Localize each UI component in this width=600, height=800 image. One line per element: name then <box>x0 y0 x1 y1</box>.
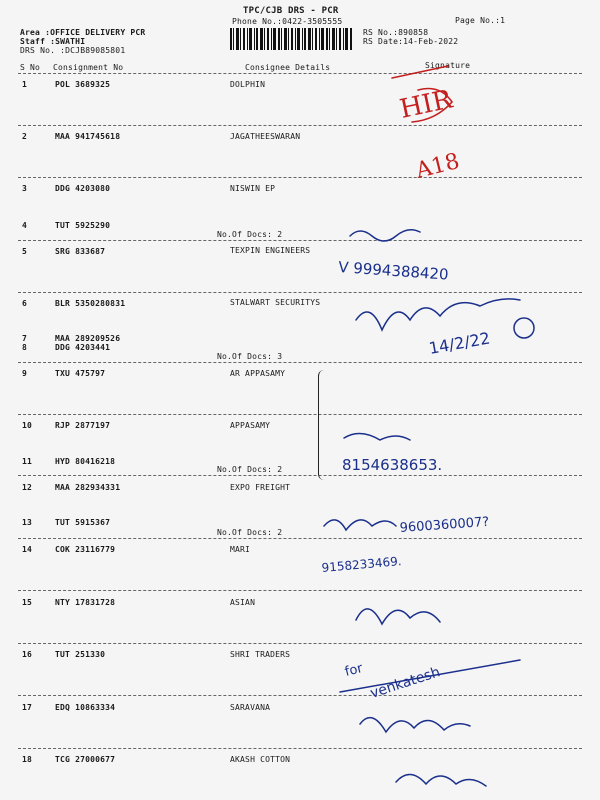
row-consignee: JAGATHEESWARAN <box>230 132 301 141</box>
row-consignment: DDG 4203080 <box>55 184 111 193</box>
signature-stroke <box>324 520 396 530</box>
col-signature: Signature <box>425 61 471 70</box>
area-label: Area :OFFICE DELIVERY PCR <box>20 28 146 37</box>
row-consignment: TUT 251330 <box>55 650 106 659</box>
divider <box>18 414 582 415</box>
row-consignee: DOLPHIN <box>230 80 266 89</box>
row-consignment: NTY 17831728 <box>55 598 116 607</box>
row-consignment: SRG 833687 <box>55 247 106 256</box>
row-consignee: APPASAMY <box>230 421 271 430</box>
row-consignment: TCG 27000677 <box>55 755 116 764</box>
staff-label: Staff :SWATHI <box>20 37 86 46</box>
row-consignment: BLR 5350280831 <box>55 299 126 308</box>
signature-stroke <box>356 299 520 330</box>
col-sno: S No <box>20 63 41 72</box>
row-sno: 18 <box>22 755 33 764</box>
row-consignment: TXU 475797 <box>55 369 106 378</box>
signature-stroke <box>360 718 470 732</box>
row-consignee: TEXPIN ENGINEERS <box>230 246 311 255</box>
row-consignment: MAA 289209526 <box>55 334 121 343</box>
row-sno: 14 <box>22 545 33 554</box>
divider <box>18 292 582 293</box>
barcode <box>230 28 352 50</box>
row-sno: 7 <box>22 334 28 343</box>
row-sno: 16 <box>22 650 33 659</box>
row-consignee: ASIAN <box>230 598 256 607</box>
phone-handwriting: 9600360007? <box>399 514 490 536</box>
row-consignee: SHRI TRADERS <box>230 650 291 659</box>
signature-stroke <box>356 609 440 624</box>
row-consignment: RJP 2877197 <box>55 421 111 430</box>
drs-number: DRS No. :DCJB89085801 <box>20 46 126 55</box>
row-sno: 3 <box>22 184 28 193</box>
row-sno: 17 <box>22 703 33 712</box>
row-sno: 1 <box>22 80 28 89</box>
row-consignee: SARAVANA <box>230 703 271 712</box>
rs-date: RS Date:14-Feb-2022 <box>363 37 459 46</box>
a18-mark: A18 <box>413 148 463 184</box>
row-consignment: TUT 5925290 <box>55 221 111 230</box>
row-sno: 9 <box>22 369 28 378</box>
row-consignment: HYD 80416218 <box>55 457 116 466</box>
row-consignee: EXPO FREIGHT <box>230 483 291 492</box>
row-doc-count: No.Of Docs: 3 <box>217 352 283 361</box>
row-consignment: POL 3689325 <box>55 80 111 89</box>
signature-stroke <box>340 660 520 692</box>
underline-stroke <box>412 89 452 123</box>
phone-handwriting: 9158233469. <box>321 554 403 575</box>
page-number: Page No.:1 <box>455 16 506 25</box>
row-doc-count: No.Of Docs: 2 <box>217 528 283 537</box>
row-doc-count: No.Of Docs: 2 <box>217 230 283 239</box>
row-consignee: AR APPASAMY <box>230 369 286 378</box>
row-sno: 8 <box>22 343 28 352</box>
row-consignment: COK 23116779 <box>55 545 116 554</box>
divider <box>18 177 582 178</box>
sheet-title: TPC/CJB DRS - PCR <box>243 6 339 16</box>
row-sno: 15 <box>22 598 33 607</box>
signature-stroke <box>514 318 534 338</box>
divider <box>18 748 582 749</box>
signature-stroke <box>344 433 410 440</box>
row-sno: 4 <box>22 221 28 230</box>
col-consignee: Consignee Details <box>245 63 331 72</box>
phone-handwriting: V 9994388420 <box>337 258 450 284</box>
row-consignment: MAA 282934331 <box>55 483 121 492</box>
row-consignee: MARI <box>230 545 251 554</box>
divider <box>18 475 582 476</box>
row-consignee: AKASH COTTON <box>230 755 291 764</box>
name-handwriting: venkatesh <box>368 664 443 702</box>
group-brace <box>318 370 333 480</box>
row-consignee: NISWIN EP <box>230 184 276 193</box>
row-sno: 5 <box>22 247 28 256</box>
phone-number: Phone No.:0422-3505555 <box>232 17 343 26</box>
for-handwriting: for <box>343 661 365 680</box>
row-consignee: STALWART SECURITYS <box>230 298 321 307</box>
row-consignment: TUT 5915367 <box>55 518 111 527</box>
row-sno: 13 <box>22 518 33 527</box>
col-consignment: Consignment No <box>53 63 124 72</box>
row-consignment: DDG 4203441 <box>55 343 111 352</box>
row-sno: 6 <box>22 299 28 308</box>
hir-mark: HIR <box>397 84 455 125</box>
divider <box>18 590 582 591</box>
phone-handwriting: 8154638653. <box>342 456 443 474</box>
row-consignment: EDQ 10863334 <box>55 703 116 712</box>
divider <box>18 362 582 363</box>
rs-number: RS No.:890858 <box>363 28 429 37</box>
divider <box>18 643 582 644</box>
signature-stroke <box>396 774 486 786</box>
row-sno: 2 <box>22 132 28 141</box>
row-sno: 11 <box>22 457 33 466</box>
row-sno: 10 <box>22 421 33 430</box>
date-handwriting: 14/2/22 <box>427 328 492 358</box>
divider <box>18 538 582 539</box>
divider <box>18 73 582 74</box>
divider <box>18 125 582 126</box>
divider <box>18 240 582 241</box>
row-doc-count: No.Of Docs: 2 <box>217 465 283 474</box>
row-sno: 12 <box>22 483 33 492</box>
row-consignment: MAA 941745618 <box>55 132 121 141</box>
divider <box>18 695 582 696</box>
